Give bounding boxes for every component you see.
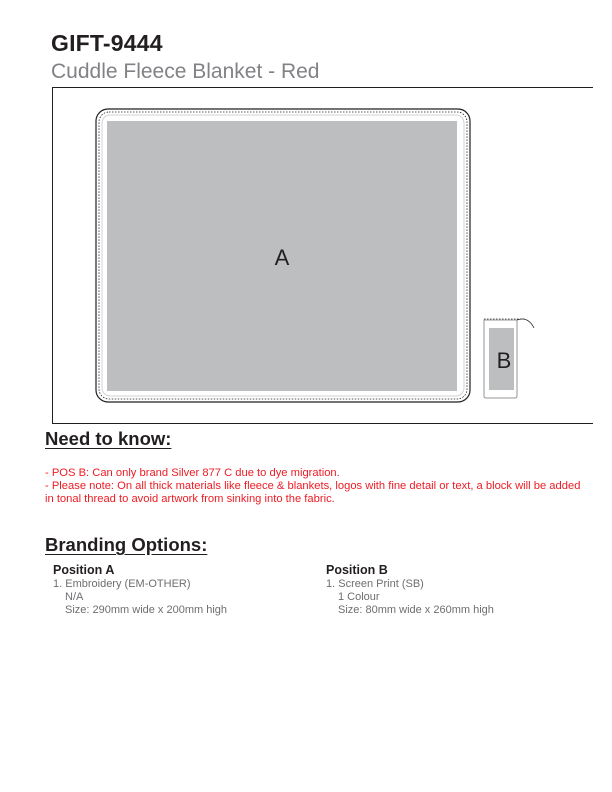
position-b-method: 1. Screen Print (SB) bbox=[326, 578, 424, 590]
need-to-know-notes bbox=[45, 467, 585, 506]
position-a-method: 1. Embroidery (EM-OTHER) bbox=[53, 578, 191, 590]
need-to-know-heading: Need to know: bbox=[45, 428, 172, 449]
branding-options-heading: Branding Options: bbox=[45, 534, 208, 555]
drawstring-bag bbox=[484, 319, 534, 398]
position-b-colours: 1 Colour bbox=[338, 591, 380, 603]
position-a-label: A bbox=[274, 245, 290, 270]
position-a-colours: N/A bbox=[65, 591, 84, 603]
product-name: Cuddle Fleece Blanket - Red bbox=[51, 60, 320, 83]
position-b-size: Size: 80mm wide x 260mm high bbox=[338, 604, 494, 616]
position-b-title: Position B bbox=[326, 563, 388, 577]
position-a-size: Size: 290mm wide x 200mm high bbox=[65, 604, 228, 616]
position-a-title: Position A bbox=[53, 563, 115, 577]
position-a-details bbox=[53, 562, 227, 617]
position-b-details bbox=[326, 562, 494, 617]
note-line: - Please note: On all thick materials like fleece & blankets, logos with fine detail or text, a block will be added in tonal thread to avoid artwork from sinking into the fabric. bbox=[45, 480, 581, 505]
product-code: GIFT-9444 bbox=[51, 30, 163, 56]
note-line: - POS B: Can only brand Silver 877 C due to dye migration. bbox=[45, 467, 340, 479]
position-b-label: B bbox=[496, 348, 512, 373]
